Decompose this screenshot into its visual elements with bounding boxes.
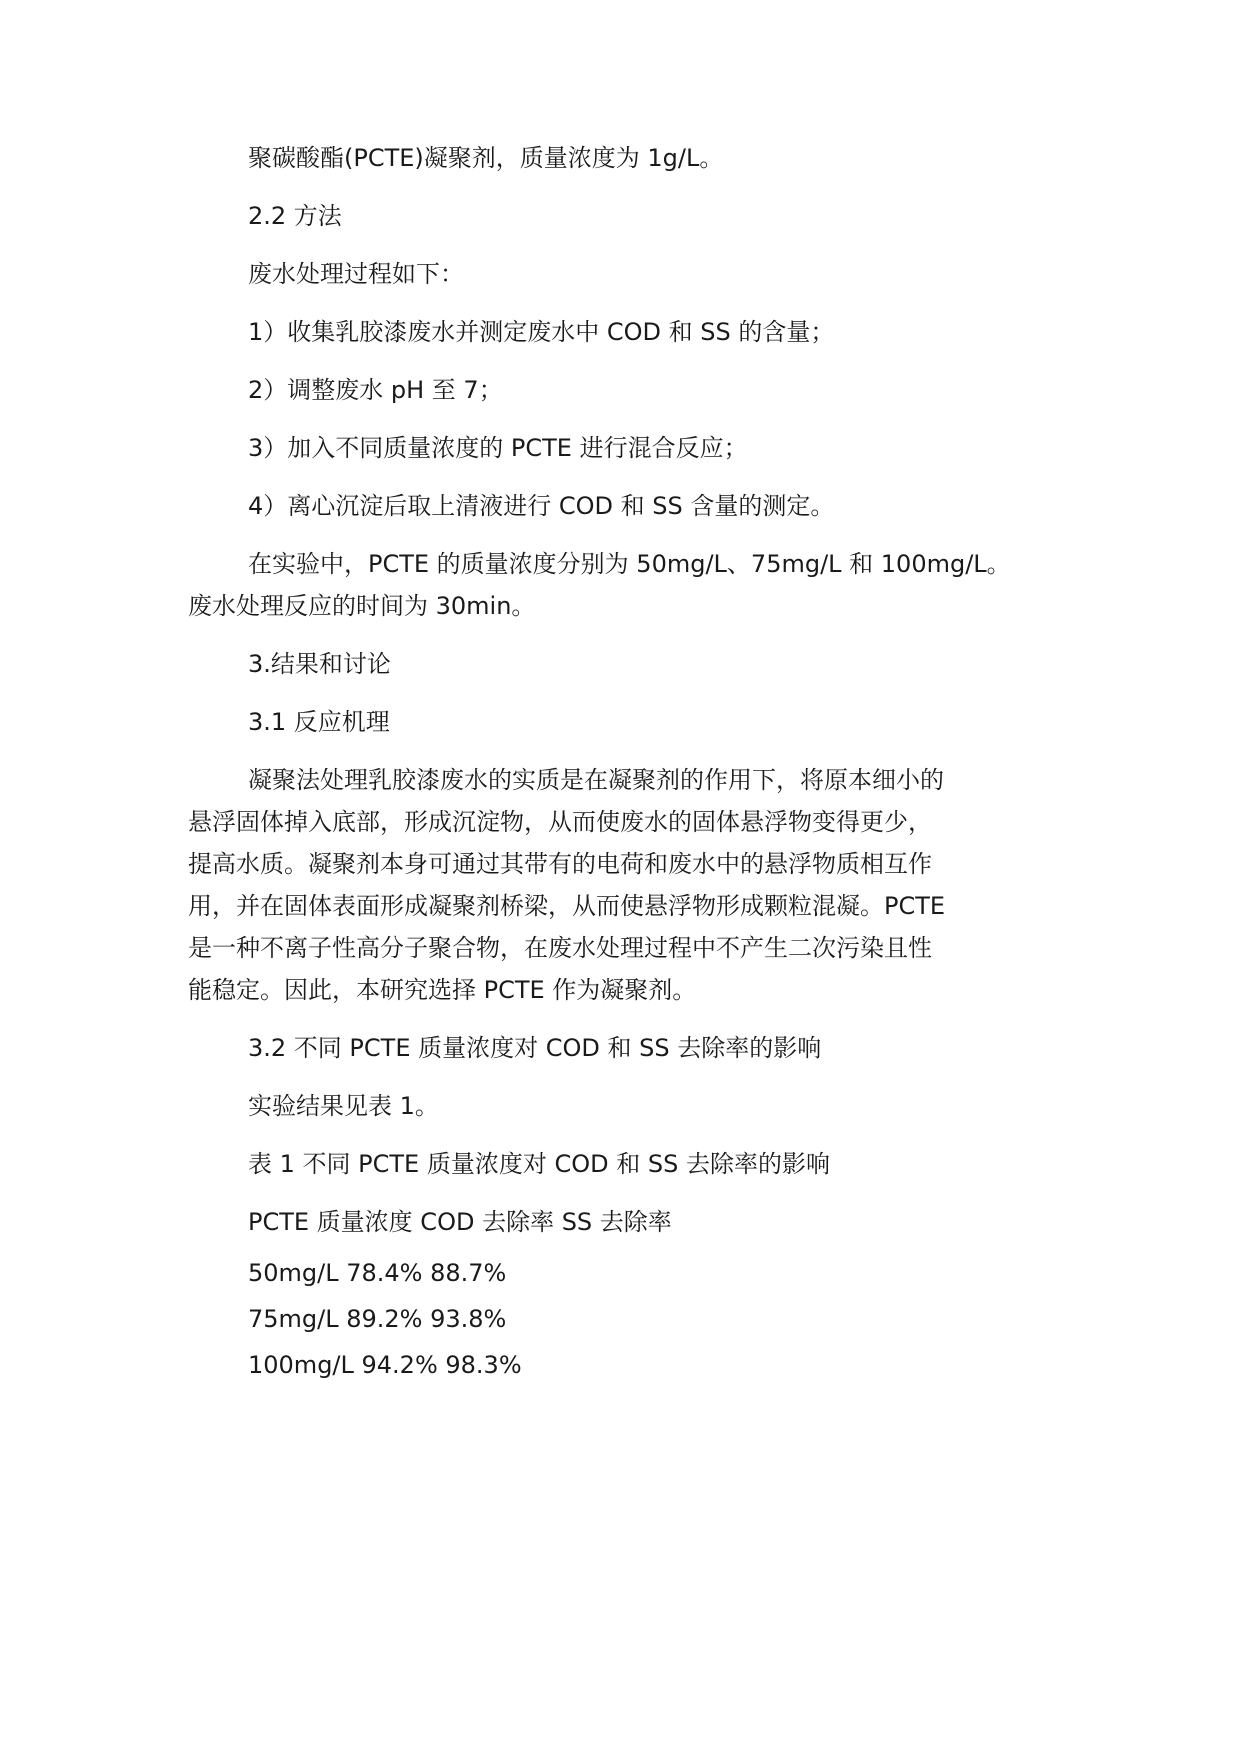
section-3-1-title: 3.1 反应机理 xyxy=(248,708,390,736)
section-2-2-title: 2.2 方法 xyxy=(248,202,342,230)
mechanism-line-6: 能稳定。因此，本研究选择 PCTE 作为凝聚剂。 xyxy=(188,976,697,1004)
results-reference: 实验结果见表 1。 xyxy=(248,1092,439,1120)
material-line: 聚碳酸酯(PCTE)凝聚剂，质量浓度为 1g/L。 xyxy=(248,144,724,172)
mechanism-line-4: 用，并在固体表面形成凝聚剂桥梁，从而使悬浮物形成颗粒混凝。PCTE xyxy=(188,892,946,920)
process-step-1: 1）收集乳胶漆废水并测定废水中 COD 和 SS 的含量； xyxy=(248,318,835,346)
process-step-4: 4）离心沉淀后取上清液进行 COD 和 SS 含量的测定。 xyxy=(248,492,835,520)
table-row: 75mg/L 89.2% 93.8% xyxy=(248,1305,507,1333)
process-step-3: 3）加入不同质量浓度的 PCTE 进行混合反应； xyxy=(248,434,748,462)
table-header: PCTE 质量浓度 COD 去除率 SS 去除率 xyxy=(248,1208,672,1236)
process-intro: 废水处理过程如下： xyxy=(248,260,464,288)
section-3-title: 3.结果和讨论 xyxy=(248,650,391,678)
mechanism-line-5: 是一种不离子性高分子聚合物，在废水处理过程中不产生二次污染且性 xyxy=(188,934,932,962)
table-row: 100mg/L 94.2% 98.3% xyxy=(248,1351,522,1379)
table-row: 50mg/L 78.4% 88.7% xyxy=(248,1259,507,1287)
section-3-2-title: 3.2 不同 PCTE 质量浓度对 COD 和 SS 去除率的影响 xyxy=(248,1034,822,1062)
table-caption: 表 1 不同 PCTE 质量浓度对 COD 和 SS 去除率的影响 xyxy=(248,1150,830,1178)
experiment-line-2: 废水处理反应的时间为 30min。 xyxy=(188,592,536,620)
mechanism-line-1: 凝聚法处理乳胶漆废水的实质是在凝聚剂的作用下，将原本细小的 xyxy=(248,766,944,794)
mechanism-line-2: 悬浮固体掉入底部，形成沉淀物，从而使废水的固体悬浮物变得更少， xyxy=(188,808,932,836)
mechanism-line-3: 提高水质。凝聚剂本身可通过其带有的电荷和废水中的悬浮物质相互作 xyxy=(188,850,932,878)
process-step-2: 2）调整废水 pH 至 7； xyxy=(248,376,503,404)
experiment-line-1: 在实验中，PCTE 的质量浓度分别为 50mg/L、75mg/L 和 100mg/L。 xyxy=(248,550,1011,578)
